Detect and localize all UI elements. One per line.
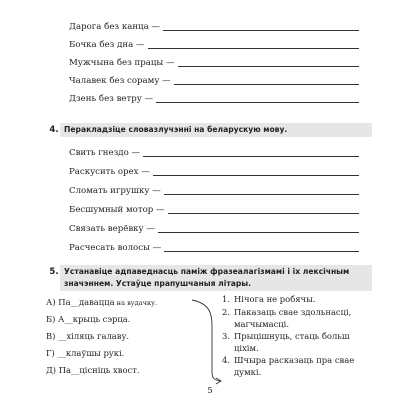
answer-line[interactable] xyxy=(163,30,359,31)
phraseologism-item: В) __хіляць галаву. xyxy=(46,331,130,341)
fill-line-row[interactable] xyxy=(69,241,359,255)
fill-line-row[interactable] xyxy=(69,222,359,236)
answer-line[interactable] xyxy=(174,84,359,85)
phraseologism-item: Д) Па__цісніць хвост. xyxy=(46,365,140,375)
answer-line[interactable] xyxy=(168,213,359,214)
answer-line[interactable] xyxy=(164,194,359,195)
phrase-label: Свить гнездо — xyxy=(69,148,141,158)
phrase-label: Раскусить орех — xyxy=(69,167,150,177)
fill-line-row[interactable] xyxy=(69,203,359,217)
task-5-instruction xyxy=(60,265,372,291)
task-5-number: 5. xyxy=(49,267,59,277)
page-number: 5 xyxy=(207,386,213,396)
phrase-label: Дарога без канца — xyxy=(69,22,161,32)
meaning-item: 4. Шчыра расказаць пра свае думкі. xyxy=(222,355,355,377)
phrase-label: Чалавек без сораму — xyxy=(69,76,171,86)
meaning-item: 2. Паказаць свае здольнасці, магчымасці. xyxy=(222,307,352,329)
task-5-instruction-line2: значэннем. Устаўце прапушчаныя літары. xyxy=(64,279,252,288)
phrase-label: Сломать игрушку — xyxy=(69,186,161,196)
answer-line[interactable] xyxy=(156,102,359,103)
phrase-label: Связать верёвку — xyxy=(69,224,155,234)
fill-line-row[interactable] xyxy=(69,56,359,70)
fill-line-row[interactable] xyxy=(69,165,359,179)
phrase-label: Дзень без ветру — xyxy=(69,94,154,104)
task-4-instruction xyxy=(60,123,372,137)
phraseologism-item: Г) __клаўшы рукі. xyxy=(46,348,125,358)
phrase-label: Мужчына без працы — xyxy=(69,58,175,68)
fill-line-row[interactable] xyxy=(69,20,359,34)
meaning-item: 1. Нічога не робячы. xyxy=(222,294,316,304)
fill-line-row[interactable] xyxy=(69,184,359,198)
fill-line-row[interactable] xyxy=(69,74,359,88)
phraseologism-item: А) Па__даваццa на вудачку. xyxy=(46,297,158,307)
meaning-item: 3. Прыцішнуць, стаць больш ціхім. xyxy=(222,331,350,353)
answer-line[interactable] xyxy=(164,251,359,252)
fill-line-row[interactable] xyxy=(69,92,359,106)
phrase-label: Бесшумный мотор — xyxy=(69,205,165,215)
task-5-instruction-line1: Устанавіце адпаведнасць паміж фразеалагізмамі і іх лексічным xyxy=(64,267,350,276)
answer-line[interactable] xyxy=(178,66,359,67)
phrase-label: Расчесать волосы — xyxy=(69,243,162,253)
answer-line[interactable] xyxy=(153,175,359,176)
phrase-label: Бочка без дна — xyxy=(69,40,145,50)
fill-line-row[interactable] xyxy=(69,146,359,160)
fill-line-row[interactable] xyxy=(69,38,359,52)
answer-line[interactable] xyxy=(148,48,359,49)
task-4-number: 4. xyxy=(49,125,59,135)
answer-line[interactable] xyxy=(158,232,359,233)
phraseologism-item: Б) А__крыць сэрца. xyxy=(46,314,131,324)
task-4-instruction-text: Перакладзіце словазлучэнні на беларускую мову. xyxy=(64,125,288,134)
answer-line[interactable] xyxy=(143,156,359,157)
